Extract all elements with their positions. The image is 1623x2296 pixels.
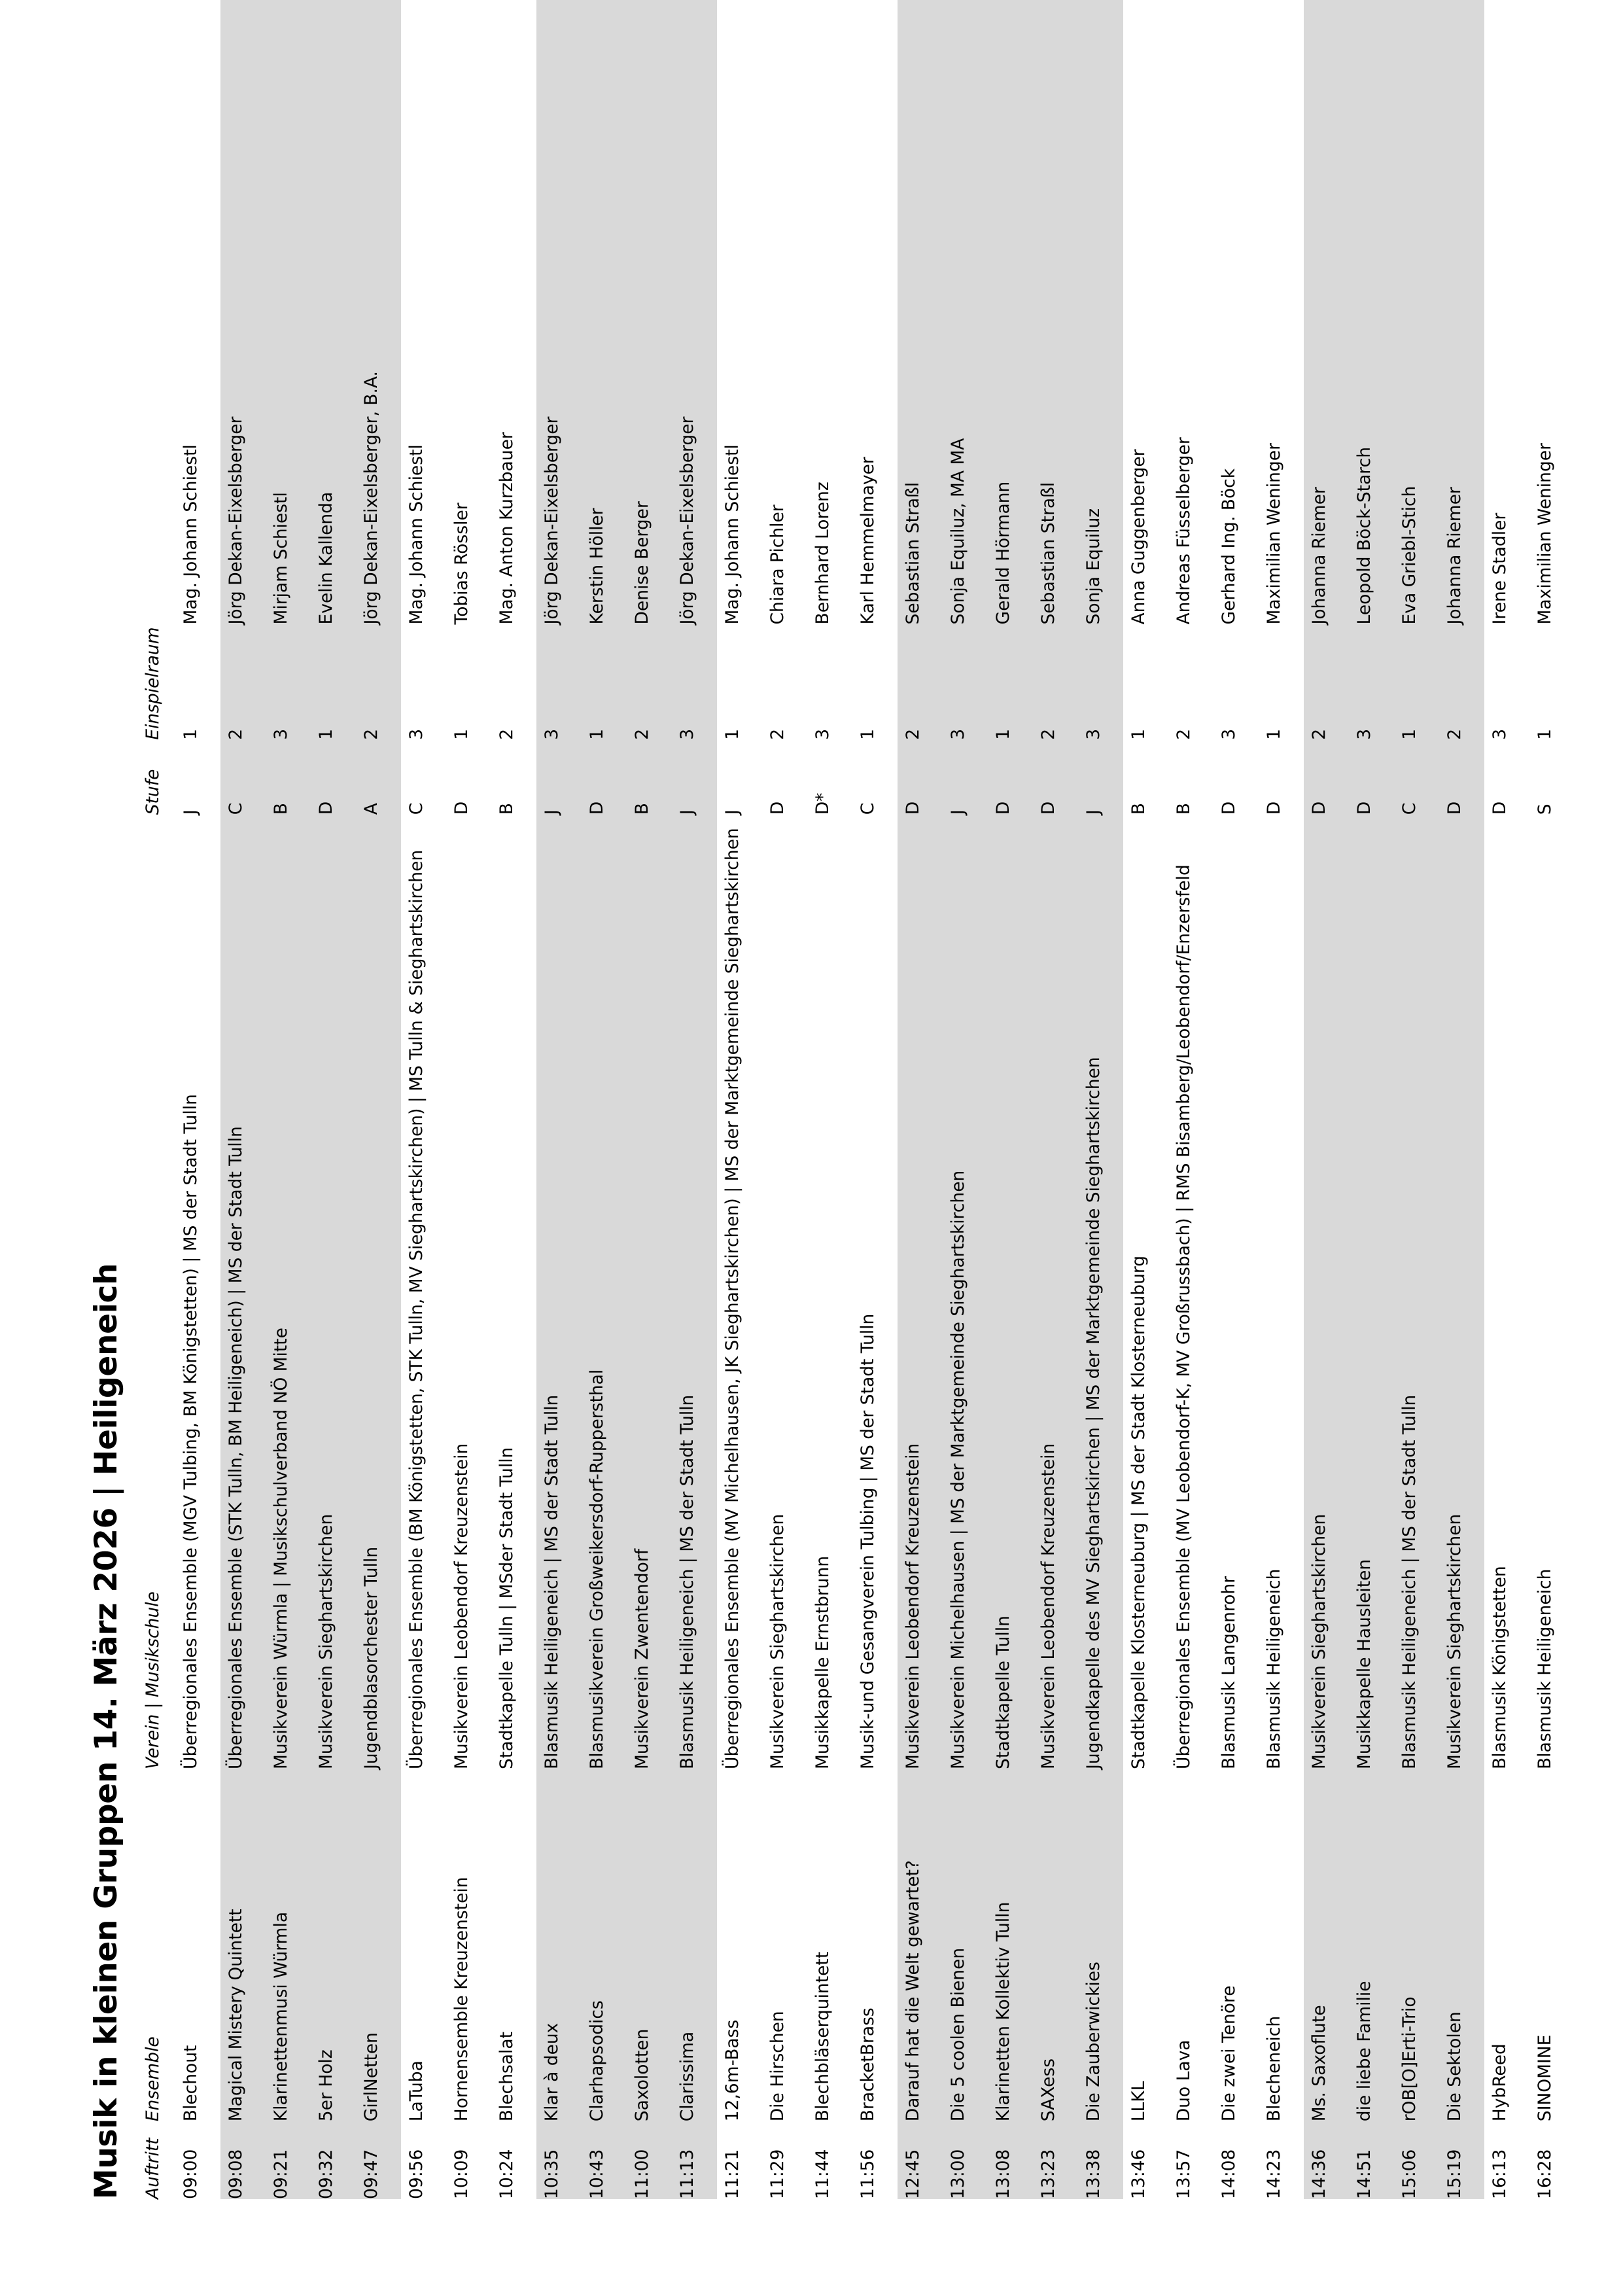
cell-auftritt: 14:08 (1219, 2149, 1240, 2199)
cell-einspielraum: 1 (1394, 627, 1439, 756)
table-row (401, 0, 446, 2199)
cell-auftritt: 09:08 (220, 2121, 266, 2199)
cell-leiter: Evelin Kallenda (311, 0, 356, 627)
cell-ensemble: GirlNetten (356, 1769, 401, 2121)
cell-ensemble: Ms. Saxoflute (1304, 1769, 1349, 2121)
cell-auftritt: 09:32 (311, 2121, 356, 2199)
cell-verein: Musikverein Leobendorf Kreuzenstein (451, 1443, 472, 1769)
cell-stufe: B (266, 757, 311, 815)
table-row (1349, 0, 1394, 2199)
cell-ensemble: LLKL (1128, 2081, 1149, 2122)
cell-verein: Blasmusikverein Großweikersdorf-Ruppersthal (582, 815, 627, 1769)
cell-stufe: D (1219, 801, 1240, 815)
table-row (672, 0, 717, 2199)
cell-einspielraum: 3 (1490, 728, 1510, 740)
table-row (852, 0, 898, 2199)
cell-verein: Überregionales Ensemble (MGV Tulbing, BM Königstetten) | MS der Stadt Tulln (181, 1094, 201, 1769)
cell-auftritt: 13:38 (1078, 2121, 1123, 2199)
cell-leiter: Mag. Johann Schiestl (722, 444, 743, 625)
cell-stufe: C (406, 802, 427, 815)
cell-leiter: Leopold Böck-Starch (1349, 0, 1394, 627)
cell-leiter: Sebastian Straßl (898, 0, 943, 627)
cell-ensemble: SINOMINE (1535, 2034, 1556, 2122)
column-header-ensemble: Ensemble (143, 2036, 164, 2122)
cell-stufe: J (722, 809, 743, 815)
cell-verein: Überregionales Ensemble (MV Leobendorf-K, MV Großrussbach) | RMS Bisamberg/Leobendorf/Enzersfeld (1174, 864, 1195, 1769)
table-row (1078, 0, 1123, 2199)
cell-stufe: S (1535, 804, 1556, 815)
cell-auftritt: 11:21 (722, 2149, 743, 2199)
cell-auftritt: 14:23 (1264, 2149, 1285, 2199)
cell-leiter: Jörg Dekan-Eixelsberger, B.A. (356, 0, 401, 627)
cell-stufe: D (988, 757, 1033, 815)
cell-auftritt: 10:24 (497, 2149, 517, 2199)
cell-auftritt: 13:57 (1174, 2149, 1195, 2199)
cell-ensemble: Klar à deux (536, 1769, 582, 2121)
cell-verein: Blasmusik Heiligeneich | MS der Stadt Tulln (672, 815, 717, 1769)
cell-stufe: B (497, 803, 517, 815)
cell-einspielraum: 3 (1219, 728, 1240, 740)
cell-ensemble: Die 5 coolen Bienen (943, 1769, 988, 2121)
cell-verein: Musikverein Leobendorf Kreuzenstein (1033, 815, 1078, 1769)
cell-einspielraum: 2 (1304, 627, 1349, 756)
cell-leiter: Mag. Johann Schiestl (406, 444, 427, 625)
column-header-leiter (145, 0, 175, 627)
cell-ensemble: BracketBrass (858, 2007, 879, 2122)
cell-verein: Jugendkapelle des MV Sieghartskirchen | MS der Marktgemeinde Sieghartskirchen (1078, 815, 1123, 1769)
cell-auftritt: 10:09 (451, 2149, 472, 2199)
cell-stufe: D (1304, 757, 1349, 815)
cell-einspielraum: 2 (220, 627, 266, 756)
table-row (1213, 0, 1259, 2199)
cell-einspielraum: 2 (1174, 728, 1195, 740)
cell-verein: Überregionales Ensemble (BM Königstetten, STK Tulln, MV Sieghartskirchen) | MS Tulln & Sieghartskirchen (406, 849, 427, 1769)
cell-ensemble: Blechout (181, 2045, 201, 2122)
cell-leiter: Eva Griebl-Stich (1394, 0, 1439, 627)
cell-ensemble: Blechsalat (497, 2031, 517, 2122)
cell-stufe: D* (812, 792, 833, 815)
cell-einspielraum: 3 (1349, 627, 1394, 756)
cell-stufe: D (767, 801, 788, 815)
cell-ensemble: Clarhapsodics (582, 1769, 627, 2121)
cell-verein: Musikverein Sieghartskirchen (1439, 815, 1484, 1769)
cell-ensemble: SAXess (1033, 1769, 1078, 2121)
cell-ensemble: Duo Lava (1174, 2040, 1195, 2122)
cell-ensemble: Blechbläserquintett (812, 1951, 833, 2122)
table-row (717, 0, 762, 2199)
column-header-auftritt: Auftritt (143, 2138, 164, 2199)
cell-auftritt: 11:13 (672, 2121, 717, 2199)
table-row (1439, 0, 1484, 2199)
cell-auftritt: 14:51 (1349, 2121, 1394, 2199)
cell-einspielraum: 2 (356, 627, 401, 756)
cell-leiter: Mag. Anton Kurzbauer (497, 432, 517, 625)
cell-stufe: J (943, 757, 988, 815)
cell-stufe: J (181, 809, 201, 815)
cell-einspielraum: 1 (181, 728, 201, 740)
cell-einspielraum: 1 (1535, 728, 1556, 740)
cell-leiter: Chiara Pichler (767, 504, 788, 625)
table-body (175, 0, 1575, 2199)
table-row (356, 0, 401, 2199)
table-row (1123, 0, 1168, 2199)
cell-verein: Blasmusik Heiligeneich (1535, 1568, 1556, 1769)
cell-verein: Musikverein Zwentendorf (627, 815, 672, 1769)
cell-verein: Musikkapelle Hausleiten (1349, 815, 1394, 1769)
cell-verein: Musikverein Michelhausen | MS der Marktgemeinde Sieghartskirchen (943, 815, 988, 1769)
cell-leiter: Jörg Dekan-Eixelsberger (536, 0, 582, 627)
cell-verein: Stadtkapelle Tulln (988, 815, 1033, 1769)
table-row (898, 0, 943, 2199)
cell-auftritt: 11:44 (812, 2149, 833, 2199)
cell-verein: Überregionales Ensemble (MV Michelhausen, JK Sieghartskirchen) | MS der Marktgemeinde Sieghartskirchen (722, 828, 743, 1769)
cell-ensemble: Darauf hat die Welt gewartet? (898, 1769, 943, 2121)
cell-stufe: C (220, 757, 266, 815)
table-row (1304, 0, 1349, 2199)
cell-stufe: D (451, 801, 472, 815)
table-row (1033, 0, 1078, 2199)
cell-auftritt: 13:46 (1128, 2149, 1149, 2199)
cell-leiter: Johanna Riemer (1304, 0, 1349, 627)
table-row (1168, 0, 1213, 2199)
cell-einspielraum: 2 (767, 728, 788, 740)
cell-ensemble: die liebe Familie (1349, 1769, 1394, 2121)
cell-leiter: Denise Berger (627, 0, 672, 627)
cell-leiter: Anna Guggenberger (1128, 449, 1149, 625)
cell-leiter: Andreas Füsselberger (1174, 437, 1195, 625)
cell-ensemble: rOB[O]Erti-Trio (1394, 1769, 1439, 2121)
cell-verein: Blasmusik Heiligeneich | MS der Stadt Tulln (1394, 815, 1439, 1769)
cell-stufe: C (1394, 757, 1439, 815)
cell-stufe: J (1078, 757, 1123, 815)
cell-stufe: C (858, 802, 879, 815)
cell-ensemble: Klarinettenmusi Würmla (266, 1769, 311, 2121)
table-row (220, 0, 266, 2199)
cell-leiter: Jörg Dekan-Eixelsberger (672, 0, 717, 627)
cell-stufe: B (627, 757, 672, 815)
column-header-stufe: Stufe (143, 769, 164, 815)
cell-leiter: Sonja Equiluz, MA MA (943, 0, 988, 627)
cell-auftritt: 11:29 (767, 2149, 788, 2199)
cell-einspielraum: 1 (451, 728, 472, 740)
cell-leiter: Tobias Rössler (451, 503, 472, 625)
cell-einspielraum: 3 (536, 627, 582, 756)
cell-auftritt: 10:43 (582, 2121, 627, 2199)
cell-einspielraum: 3 (266, 627, 311, 756)
cell-auftritt: 13:08 (988, 2121, 1033, 2199)
cell-auftritt: 11:00 (627, 2121, 672, 2199)
cell-stufe: D (1264, 801, 1285, 815)
header-row (145, 0, 175, 2199)
table-row (762, 0, 807, 2199)
cell-verein: Musikverein Sieghartskirchen (311, 815, 356, 1769)
column-header-verein: Verein | Musikschule (143, 1591, 164, 1769)
cell-stufe: J (536, 757, 582, 815)
cell-stufe: B (1128, 803, 1149, 815)
column-header-einspielraum: Einspielraum (143, 627, 164, 740)
cell-einspielraum: 1 (988, 627, 1033, 756)
table-row (491, 0, 536, 2199)
cell-verein: Jugendblasorchester Tulln (356, 815, 401, 1769)
cell-ensemble: 12,6m-Bass (722, 2019, 743, 2122)
cell-leiter: Irene Stadler (1490, 512, 1510, 625)
cell-auftritt: 09:47 (356, 2121, 401, 2199)
cell-auftritt: 12:45 (898, 2121, 943, 2199)
cell-leiter: Gerhard Ing. Böck (1219, 468, 1240, 625)
cell-ensemble: Clarissima (672, 1769, 717, 2121)
cell-einspielraum: 2 (497, 728, 517, 740)
cell-leiter: Mag. Johann Schiestl (181, 444, 201, 625)
cell-einspielraum: 3 (406, 728, 427, 740)
cell-einspielraum: 1 (1128, 728, 1149, 740)
cell-einspielraum: 2 (1033, 627, 1078, 756)
cell-einspielraum: 3 (672, 627, 717, 756)
cell-auftritt: 13:00 (943, 2121, 988, 2199)
cell-ensemble: Blecheneich (1264, 2015, 1285, 2122)
cell-ensemble: Klarinetten Kollektiv Tulln (988, 1769, 1033, 2121)
cell-stufe: D (898, 757, 943, 815)
cell-einspielraum: 3 (812, 728, 833, 740)
cell-stufe: D (1349, 757, 1394, 815)
cell-auftritt: 09:56 (406, 2149, 427, 2199)
cell-verein: Musikverein Leobendorf Kreuzenstein (898, 815, 943, 1769)
cell-ensemble: Saxolotten (627, 1769, 672, 2121)
cell-stufe: D (582, 757, 627, 815)
table-row (266, 0, 311, 2199)
cell-auftritt: 09:21 (266, 2121, 311, 2199)
cell-verein: Blasmusik Heiligeneich | MS der Stadt Tulln (536, 815, 582, 1769)
cell-verein: Musik-und Gesangverein Tulbing | MS der Stadt Tulln (858, 1313, 879, 1769)
cell-auftritt: 16:13 (1490, 2149, 1510, 2199)
cell-ensemble: LaTuba (406, 2060, 427, 2122)
cell-ensemble: 5er Holz (311, 1769, 356, 2121)
cell-stufe: D (1033, 757, 1078, 815)
cell-ensemble: Die Zauberwickies (1078, 1769, 1123, 2121)
cell-einspielraum: 1 (582, 627, 627, 756)
cell-leiter: Jörg Dekan-Eixelsberger (220, 0, 266, 627)
cell-ensemble: Hornensemble Kreuzenstein (451, 1877, 472, 2122)
table-row (582, 0, 627, 2199)
cell-leiter: Maximilian Weninger (1535, 443, 1556, 625)
cell-stufe: A (356, 757, 401, 815)
cell-einspielraum: 1 (722, 728, 743, 740)
cell-auftritt: 10:35 (536, 2121, 582, 2199)
cell-einspielraum: 2 (627, 627, 672, 756)
cell-auftritt: 13:23 (1033, 2121, 1078, 2199)
cell-leiter: Mirjam Schiestl (266, 0, 311, 627)
cell-ensemble: Die zwei Tenöre (1219, 1985, 1240, 2122)
cell-einspielraum: 2 (898, 627, 943, 756)
table-row (988, 0, 1033, 2199)
cell-einspielraum: 3 (1078, 627, 1123, 756)
table-row (807, 0, 852, 2199)
cell-auftritt: 16:28 (1535, 2149, 1556, 2199)
table-header (145, 0, 175, 2199)
cell-auftritt: 15:06 (1394, 2121, 1439, 2199)
cell-einspielraum: 2 (1439, 627, 1484, 756)
schedule-table (145, 0, 1575, 2199)
table-row (1484, 0, 1529, 2199)
cell-einspielraum: 1 (311, 627, 356, 756)
cell-stufe: J (672, 757, 717, 815)
cell-verein: Blasmusik Heiligeneich (1264, 1568, 1285, 1769)
cell-verein: Musikkapelle Ernstbrunn (812, 1555, 833, 1769)
cell-auftritt: 15:19 (1439, 2121, 1484, 2199)
cell-verein: Stadtkapelle Tulln | MSder Stadt Tulln (497, 1447, 517, 1769)
cell-verein: Musikverein Sieghartskirchen (1304, 815, 1349, 1769)
cell-einspielraum: 1 (1264, 728, 1285, 740)
cell-stufe: B (1174, 803, 1195, 815)
cell-leiter: Bernhard Lorenz (812, 482, 833, 625)
cell-leiter: Johanna Riemer (1439, 0, 1484, 627)
cell-verein: Blasmusik Königstetten (1490, 1566, 1510, 1769)
cell-ensemble: Die Hirschen (767, 2011, 788, 2122)
cell-leiter: Kerstin Höller (582, 0, 627, 627)
cell-auftritt: 09:00 (181, 2149, 201, 2199)
cell-leiter: Gerald Hörmann (988, 0, 1033, 627)
cell-auftritt: 14:36 (1304, 2121, 1349, 2199)
table-row (627, 0, 672, 2199)
cell-verein: Musikverein Würmla | Musikschulverband NÖ Mitte (266, 815, 311, 1769)
table-row (175, 0, 220, 2199)
cell-leiter: Sonja Equiluz (1078, 0, 1123, 627)
table-row (1394, 0, 1439, 2199)
cell-stufe: D (1490, 801, 1510, 815)
table-row (311, 0, 356, 2199)
cell-einspielraum: 1 (858, 728, 879, 740)
table-row (446, 0, 491, 2199)
cell-leiter: Karl Hemmelmayer (858, 457, 879, 625)
table-row (1529, 0, 1575, 2199)
cell-leiter: Maximilian Weninger (1264, 443, 1285, 625)
cell-stufe: D (311, 757, 356, 815)
cell-ensemble: Die Sektolen (1439, 1769, 1484, 2121)
cell-ensemble: Magical Mistery Quintett (220, 1769, 266, 2121)
cell-einspielraum: 3 (943, 627, 988, 756)
page-title: Musik in kleinen Gruppen 14. März 2026 | Heiligeneich (88, 1263, 124, 2199)
table-row (536, 0, 582, 2199)
cell-verein: Stadtkapelle Klosterneuburg | MS der Stadt Klosterneuburg (1128, 1255, 1149, 1769)
cell-stufe: D (1439, 757, 1484, 815)
cell-ensemble: HybReed (1490, 2043, 1510, 2122)
cell-verein: Blasmusik Langenrohr (1219, 1576, 1240, 1769)
table-row (1259, 0, 1304, 2199)
cell-leiter: Sebastian Straßl (1033, 0, 1078, 627)
cell-auftritt: 11:56 (858, 2149, 879, 2199)
cell-verein: Überregionales Ensemble (STK Tulln, BM Heiligeneich) | MS der Stadt Tulln (220, 815, 266, 1769)
table-row (943, 0, 988, 2199)
cell-verein: Musikverein Sieghartskirchen (767, 1513, 788, 1769)
